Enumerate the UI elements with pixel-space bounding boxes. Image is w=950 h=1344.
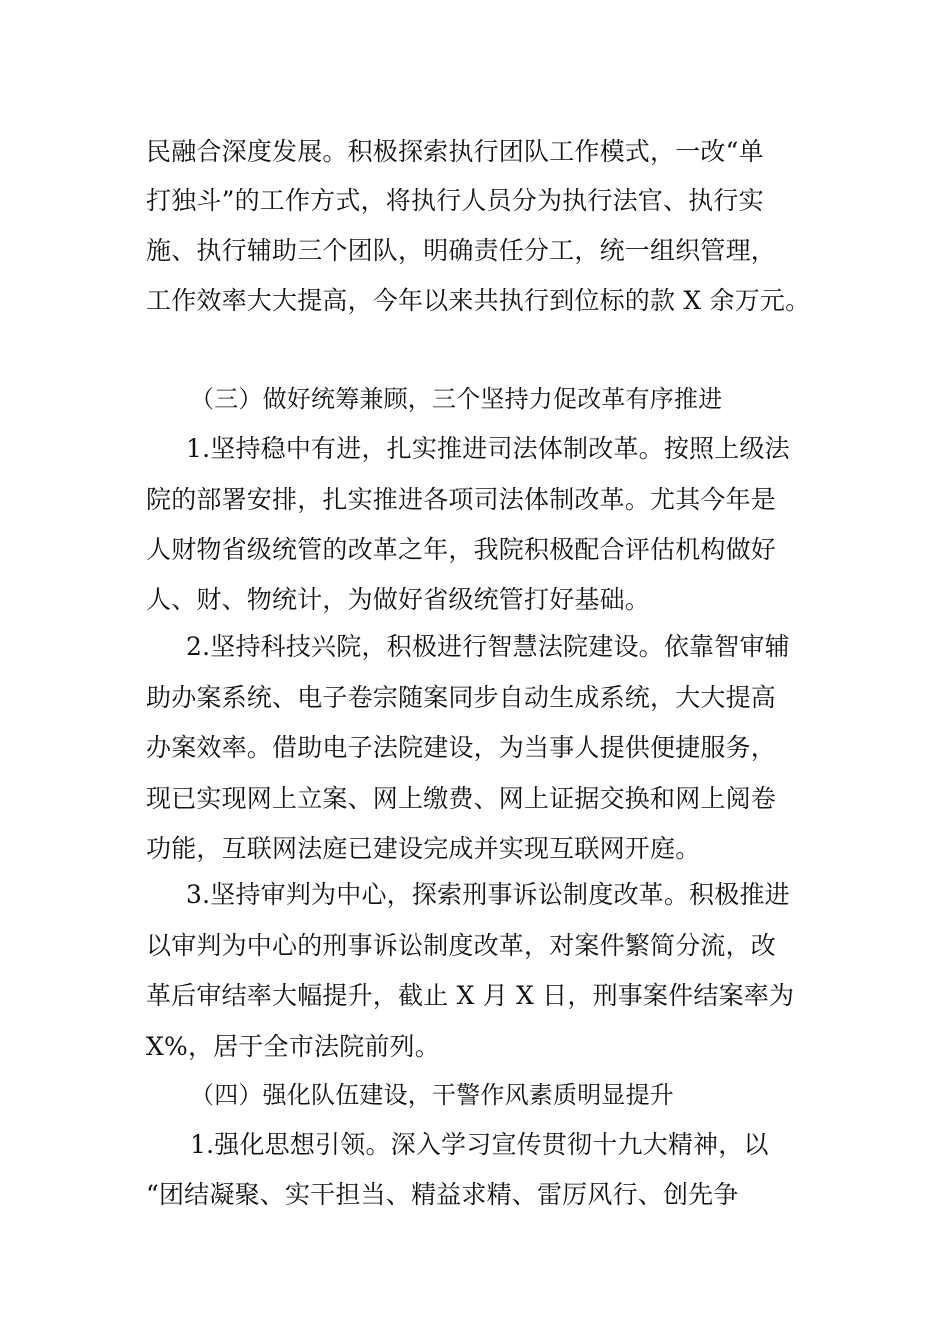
section-heading-4: （四）强化队伍建设，干警作风素质明显提升 bbox=[190, 1081, 674, 1109]
paragraph-line: 施、执行辅助三个团队，明确责任分工，统一组织管理， bbox=[146, 236, 777, 265]
paragraph-line: 以审判为中心的刑事诉讼制度改革，对案件繁简分流，改 bbox=[146, 931, 777, 960]
paragraph-line: 助办案系统、电子卷宗随案同步自动生成系统，大大提高 bbox=[146, 683, 777, 712]
paragraph-line: 工作效率大大提高，今年以来共执行到位标的款 X 余万元。 bbox=[146, 286, 811, 315]
paragraph-line: 2.坚持科技兴院，积极进行智慧法院建设。依靠智审辅 bbox=[186, 632, 790, 661]
paragraph-line: 功能，互联网法庭已建设完成并实现互联网开庭。 bbox=[146, 834, 701, 863]
paragraph-line: “团结凝聚、实干担当、精益求精、雷厉风行、创先争 bbox=[146, 1180, 739, 1209]
paragraph-line: X%，居于全市法院前列。 bbox=[146, 1032, 440, 1061]
paragraph-line: 1.坚持稳中有进，扎实推进司法体制改革。按照上级法 bbox=[186, 434, 790, 463]
paragraph-line: 3.坚持审判为中心，探索刑事诉讼制度改革。积极推进 bbox=[186, 880, 790, 909]
paragraph-line: 1.强化思想引领。深入学习宣传贯彻十九大精神，以 bbox=[190, 1130, 769, 1159]
section-heading-3: （三）做好统筹兼顾，三个坚持力促改革有序推进 bbox=[190, 385, 723, 413]
paragraph-line: 现已实现网上立案、网上缴费、网上证据交换和网上阅卷 bbox=[146, 784, 777, 813]
paragraph-line: 人财物省级统管的改革之年，我院积极配合评估机构做好 bbox=[146, 535, 777, 564]
paragraph-line: 民融合深度发展。积极探索执行团队工作模式，一改“单 bbox=[146, 137, 764, 166]
paragraph-line: 办案效率。借助电子法院建设，为当事人提供便捷服务， bbox=[146, 733, 777, 762]
paragraph-line: 革后审结率大幅提升，截止 X 月 X 日，刑事案件结案率为 bbox=[146, 981, 795, 1010]
paragraph-line: 院的部署安排，扎实推进各项司法体制改革。尤其今年是 bbox=[146, 485, 777, 514]
paragraph-line: 人、财、物统计，为做好省级统管打好基础。 bbox=[146, 585, 651, 614]
paragraph-line: 打独斗”的工作方式，将执行人员分为执行法官、执行实 bbox=[146, 186, 764, 215]
